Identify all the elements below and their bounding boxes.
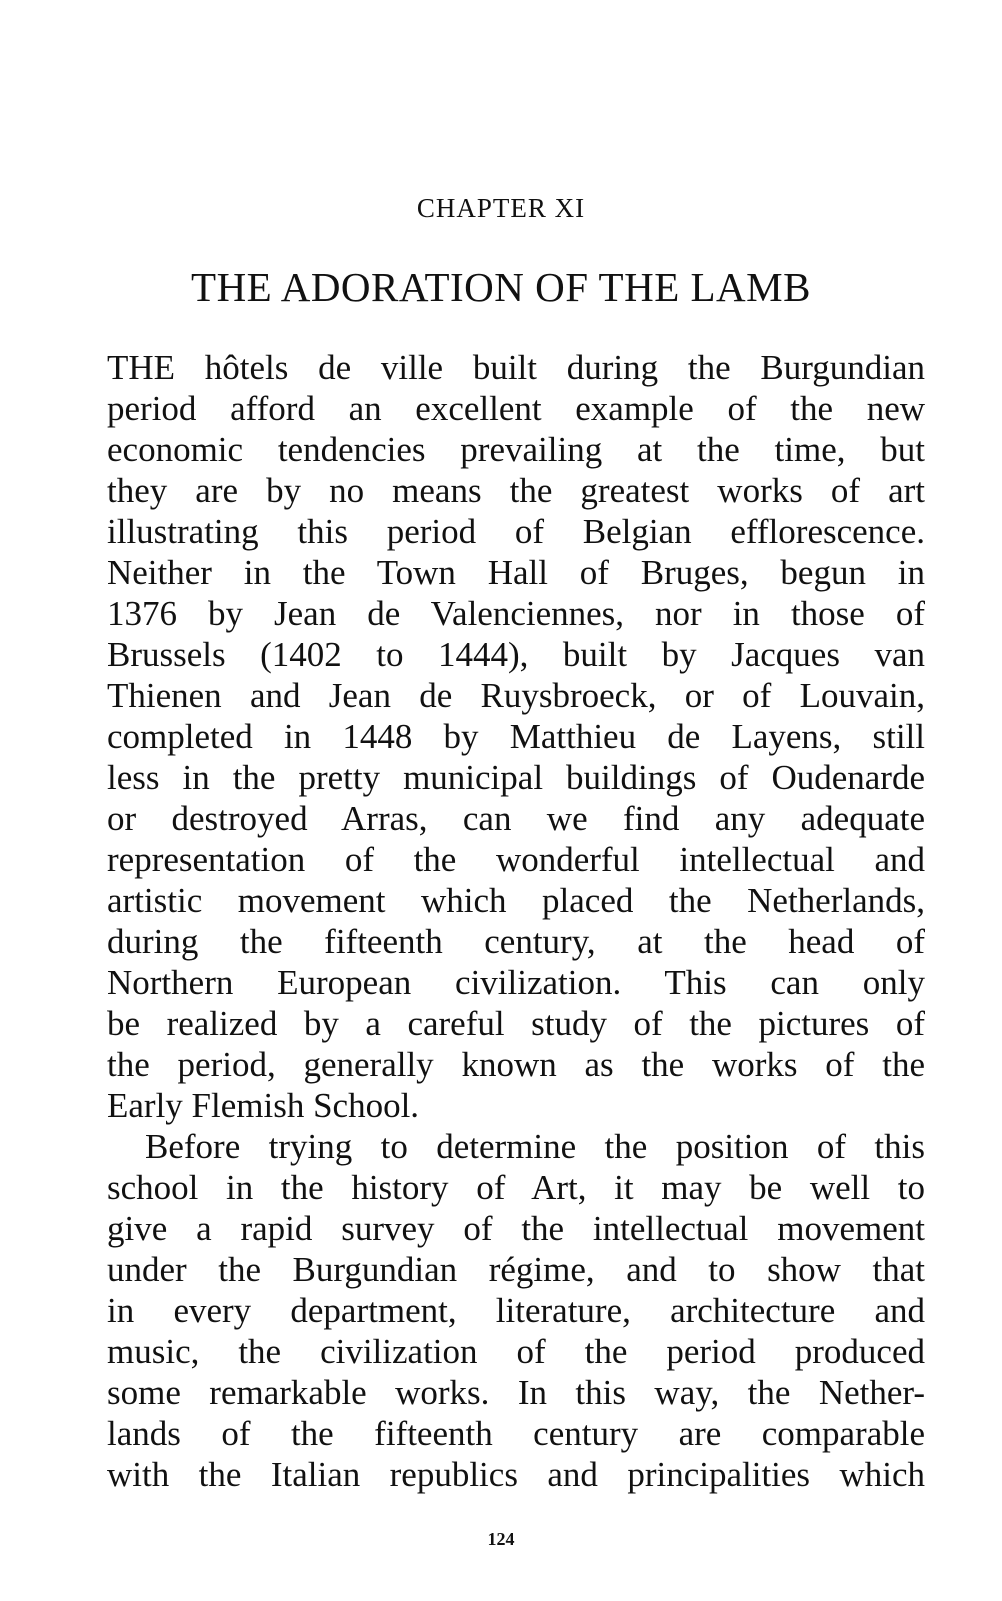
text-line: period afford an excellent example of the new: [107, 389, 925, 428]
page-number: 124: [487, 1529, 515, 1549]
text-line: school in the history of Art, it may be well to: [107, 1168, 925, 1207]
text-line: illustrating this period of Belgian efflorescence.: [107, 512, 925, 551]
body-text: [107, 347, 925, 1495]
text-line: the period, generally known as the works of the: [107, 1045, 925, 1084]
text-line: lands of the fifteenth century are comparable: [107, 1414, 925, 1453]
text-line: give a rapid survey of the intellectual movement: [107, 1209, 925, 1248]
text-line: representation of the wonderful intellectual and: [107, 840, 925, 879]
text-line: Neither in the Town Hall of Bruges, begun in: [107, 553, 925, 592]
text-line: be realized by a careful study of the pictures of: [107, 1004, 925, 1043]
text-line: economic tendencies prevailing at the time, but: [107, 430, 925, 469]
text-line: under the Burgundian régime, and to show that: [107, 1250, 925, 1289]
text-line: some remarkable works. In this way, the Nether-: [107, 1373, 925, 1412]
text-line: in every department, literature, architecture and: [107, 1291, 925, 1330]
text-line: 1376 by Jean de Valenciennes, nor in those of: [107, 594, 925, 633]
text-line: less in the pretty municipal buildings of Oudenarde: [107, 758, 925, 797]
chapter-number: CHAPTER XI: [416, 193, 586, 223]
text-line: or destroyed Arras, can we find any adequate: [107, 799, 925, 838]
text-line: artistic movement which placed the Netherlands,: [107, 881, 925, 920]
text-line: completed in 1448 by Matthieu de Layens, still: [107, 717, 925, 756]
text-line: Thienen and Jean de Ruysbroeck, or of Louvain,: [107, 676, 925, 715]
text-line: Before trying to determine the position of this: [145, 1127, 925, 1166]
text-line: THE hôtels de ville built during the Burgundian: [107, 348, 925, 387]
text-line: Brussels (1402 to 1444), built by Jacques van: [107, 635, 925, 674]
text-line: Early Flemish School.: [107, 1086, 420, 1125]
chapter-title: THE ADORATION OF THE LAMB: [191, 264, 811, 310]
text-line: they are by no means the greatest works of art: [107, 471, 925, 510]
text-line: during the fifteenth century, at the head of: [107, 922, 925, 961]
text-line: music, the civilization of the period produced: [107, 1332, 925, 1371]
text-line: with the Italian republics and principalities which: [107, 1455, 925, 1494]
text-line: Northern European civilization. This can only: [107, 963, 925, 1002]
